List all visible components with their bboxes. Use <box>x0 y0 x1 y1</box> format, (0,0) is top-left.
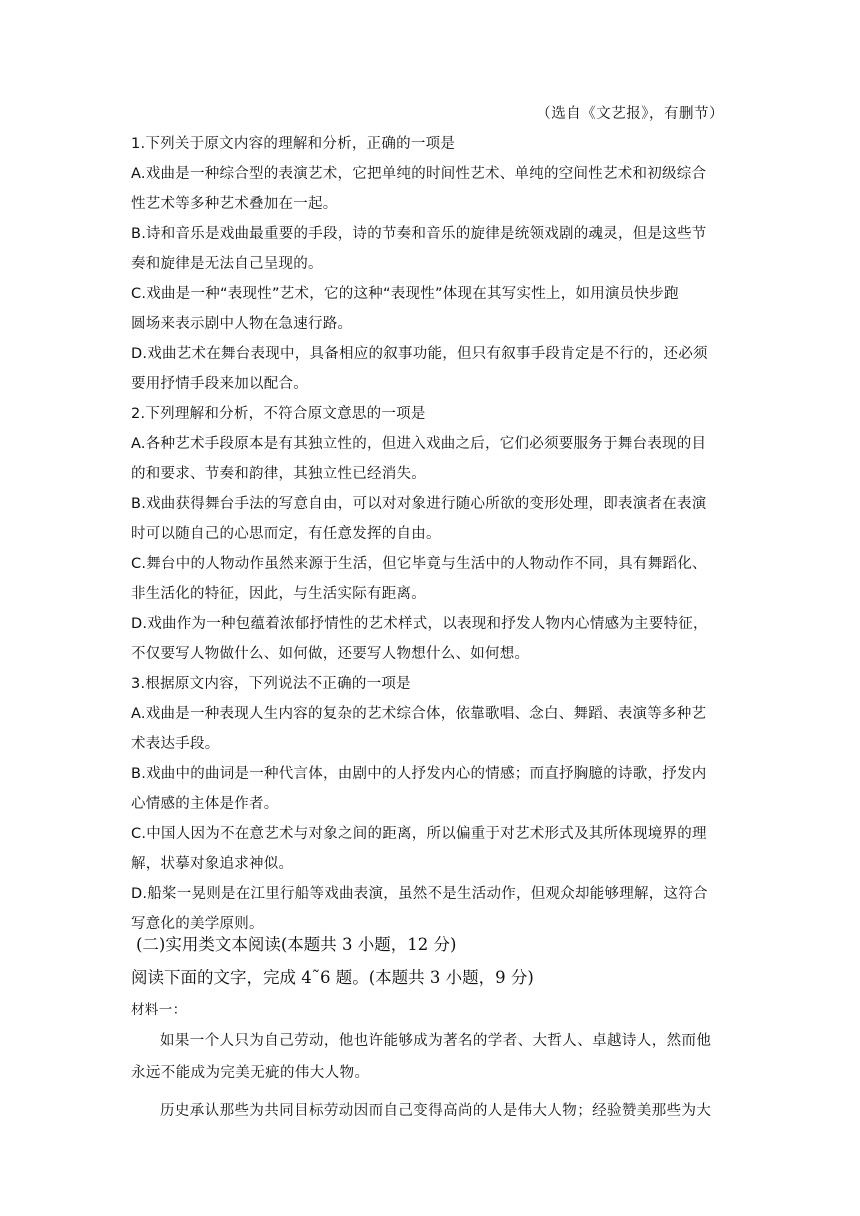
option-b: B.戏曲中的曲词是一种代言体，由剧中的人抒发内心的情感；而直抒胸臆的诗歌，抒发内 <box>131 766 707 782</box>
question-3 <box>131 669 731 939</box>
question-stem: 1.下列关于原文内容的理解和分析，正确的一项是 <box>131 136 456 152</box>
option-d: D.船桨一晃则是在江里行船等戏曲表演，虽然不是生活动作，但观众却能够理解，这符合 <box>131 886 708 902</box>
option-b-cont: 心情感的主体是作者。 <box>131 796 279 812</box>
option-a-cont: 性艺术等多种艺术叠加在一起。 <box>131 196 338 212</box>
option-a-cont: 的和要求、节奏和韵律，其独立性已经消失。 <box>131 466 426 482</box>
option-d: D.戏曲艺术在舞台表现中，具备相应的叙事功能，但只有叙事手段肯定是不行的，还必须 <box>131 346 708 362</box>
option-b-cont: 奏和旋律是无法自己呈现的。 <box>131 256 323 272</box>
question-2 <box>131 399 731 669</box>
option-d-cont: 要用抒情手段来加以配合。 <box>131 376 308 392</box>
question-stem: 3.根据原文内容，下列说法不正确的一项是 <box>131 676 411 692</box>
option-a-cont: 术表达手段。 <box>131 736 220 752</box>
source-citation: （选自《文艺报》，有删节） <box>536 106 724 122</box>
option-c: C.戏曲是一种“表现性”艺术，它的这种“表现性”体现在其写实性上，如用演员快步跑 <box>131 286 679 302</box>
option-b: B.诗和音乐是戏曲最重要的手段，诗的节奏和音乐的旋律是统领戏剧的魂灵，但是这些节 <box>131 226 707 242</box>
option-a: A.戏曲是一种综合型的表演艺术，它把单纯的时间性艺术、单纯的空间性艺术和初级综合 <box>131 166 707 182</box>
option-a: A.各种艺术手段原本是有其独立性的，但进入戏曲之后，它们必须要服务于舞台表现的目 <box>131 436 707 452</box>
section-heading: (二)实用类文本阅读(本题共 3 小题，12 分) <box>136 935 457 954</box>
paragraph-line: 历史承认那些为共同目标劳动因而自己变得高尚的人是伟大人物；经验赞美那些为大 <box>160 1103 712 1119</box>
option-c-cont: 非生活化的特征，因此，与生活实际有距离。 <box>131 586 426 602</box>
option-c: C.中国人因为不在意艺术与对象之间的距离，所以偏重于对艺术形式及其所体现境界的理 <box>131 826 707 842</box>
option-d-cont: 写意化的美学原则。 <box>131 916 264 932</box>
material-one <box>131 995 731 1127</box>
option-b-cont: 时可以随自己的心思而定，有任意发挥的自由。 <box>131 526 441 542</box>
option-c-cont: 解，状摹对象追求神似。 <box>131 856 294 872</box>
question-stem: 2.下列理解和分析，不符合原文意思的一项是 <box>131 406 426 422</box>
option-c-cont: 圆场来表示剧中人物在急速行路。 <box>131 316 353 332</box>
option-d-cont: 不仅要写人物做什么、如何做，还要写人物想什么、如何想。 <box>131 646 530 662</box>
option-a: A.戏曲是一种表现人生内容的复杂的艺术综合体，依靠歌唱、念白、舞蹈、表演等多种艺 <box>131 706 707 722</box>
option-c: C.舞台中的人物动作虽然来源于生活，但它毕竟与生活中的人物动作不同，具有舞蹈化、 <box>131 556 707 572</box>
question-1 <box>131 129 731 399</box>
material-label: 材料一： <box>131 1002 187 1018</box>
option-b: B.戏曲获得舞台手法的写意自由，可以对对象进行随心所欲的变形处理，即表演者在表演 <box>131 496 707 512</box>
paragraph-line: 如果一个人只为自己劳动，他也许能够成为著名的学者、大哲人、卓越诗人，然而他 <box>160 1033 712 1049</box>
option-d: D.戏曲作为一种包蕴着浓郁抒情性的艺术样式，以表现和抒发人物内心情感为主要特征， <box>131 616 708 632</box>
paragraph-line: 永远不能成为完美无疵的伟大人物。 <box>131 1065 370 1081</box>
section-instruction: 阅读下面的文字，完成 4˜6 题。(本题共 3 小题，9 分) <box>131 968 534 987</box>
